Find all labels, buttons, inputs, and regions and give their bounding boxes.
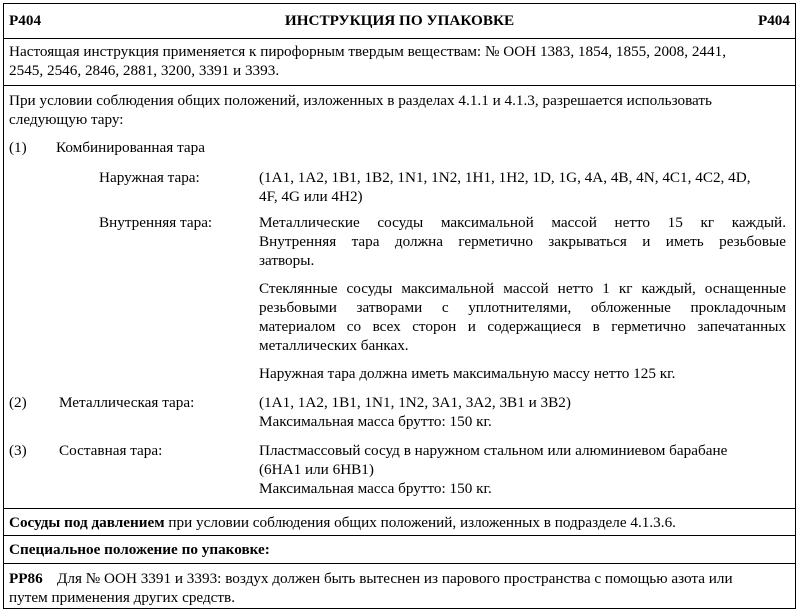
outer-max-mass: Наружная тара должна иметь максимальную массу нетто 125 кг. (259, 365, 676, 382)
scope-row (4, 38, 795, 85)
pp86-code: PP86 (9, 570, 43, 587)
composite-line-2: (6HA1 или 6HB1) (259, 461, 374, 478)
outer-packaging-line-2: 4F, 4G или 4H2) (259, 188, 363, 205)
outer-packaging-label: Наружная тара: (99, 169, 200, 186)
intro-line-1: При условии соблюдения общих положений, изложенных в разделах 4.1.1 и 4.1.3, разрешается использовать (9, 92, 712, 109)
inner-metal-line-3: затворы. (259, 252, 315, 269)
inner-glass-line-3: материалом со всех сторон и содержащиеся в герметично запечатанных (259, 318, 786, 335)
packing-instruction-table (3, 3, 796, 609)
scope-line-2: 2545, 2546, 2846, 2881, 3200, 3391 и 3393. (9, 62, 280, 79)
pressure-receptacles-row (4, 508, 795, 535)
composite-line-1: Пластмассовый сосуд в наружном стальном или алюминиевом барабане (259, 442, 728, 459)
intro-line-2: следующую тару: (9, 111, 124, 128)
pp86-line-2: путем применения других средств. (9, 589, 236, 606)
instruction-code-left: P404 (9, 12, 42, 29)
inner-metal-line-2: Внутренняя тара должна герметично закрываться и иметь резьбовые (259, 233, 786, 250)
metal-num: (2) (9, 394, 27, 411)
instruction-title: ИНСТРУКЦИЯ ПО УПАКОВКЕ (284, 12, 515, 29)
outer-packaging-line-1: (1A1, 1A2, 1B1, 1B2, 1N1, 1N2, 1H1, 1H2, 1D, 1G, 4A, 4B, 4N, 4C1, 4C2, 4D, (259, 169, 751, 186)
scope-line-1: Настоящая инструкция применяется к пирофорным твердым веществам: № ООН 1383, 1854, 1855, 2008, 2441, (9, 43, 726, 60)
instruction-code-right: P404 (757, 12, 790, 29)
pp86-line-1: Для № ООН 3391 и 3393: воздух должен быть вытеснен из парового пространства с помощью азота или (57, 570, 733, 587)
composite-line-3: Максимальная масса брутто: 150 кг. (259, 480, 492, 497)
inner-packaging-label: Внутренняя тара: (99, 214, 213, 231)
pressure-rest: при условии соблюдения общих положений, изложенных в подразделе 4.1.3.6. (164, 514, 676, 531)
metal-line-2: Максимальная масса брутто: 150 кг. (259, 413, 492, 430)
inner-glass-line-4: металлических банках. (259, 337, 409, 354)
special-heading: Специальное положение по упаковке: (9, 541, 270, 558)
metal-line-1: (1A1, 1A2, 1B1, 1N1, 1N2, 3A1, 3A2, 3B1 и 3B2) (259, 394, 571, 411)
pp86-row (4, 563, 795, 608)
pressure-text (9, 513, 676, 532)
special-heading-row (4, 535, 795, 563)
metal-label: Металлическая тара: (59, 394, 195, 411)
general-provisions-row (4, 85, 795, 508)
combined-label: Комбинированная тара (56, 139, 205, 156)
header-row (4, 4, 795, 38)
inner-glass-line-1: Стеклянные сосуды максимальной массой нетто 1 кг каждый, оснащенные (259, 280, 786, 297)
inner-glass-line-2: резьбовыми затворами с уплотнителями, обложенные прокладочным (259, 299, 786, 316)
composite-num: (3) (9, 442, 27, 459)
combined-num: (1) (9, 139, 27, 156)
composite-label: Составная тара: (59, 442, 163, 459)
inner-metal-line-1: Металлические сосуды максимальной массой нетто 15 кг каждый. (259, 214, 786, 231)
pressure-bold: Сосуды под давлением (9, 514, 165, 531)
